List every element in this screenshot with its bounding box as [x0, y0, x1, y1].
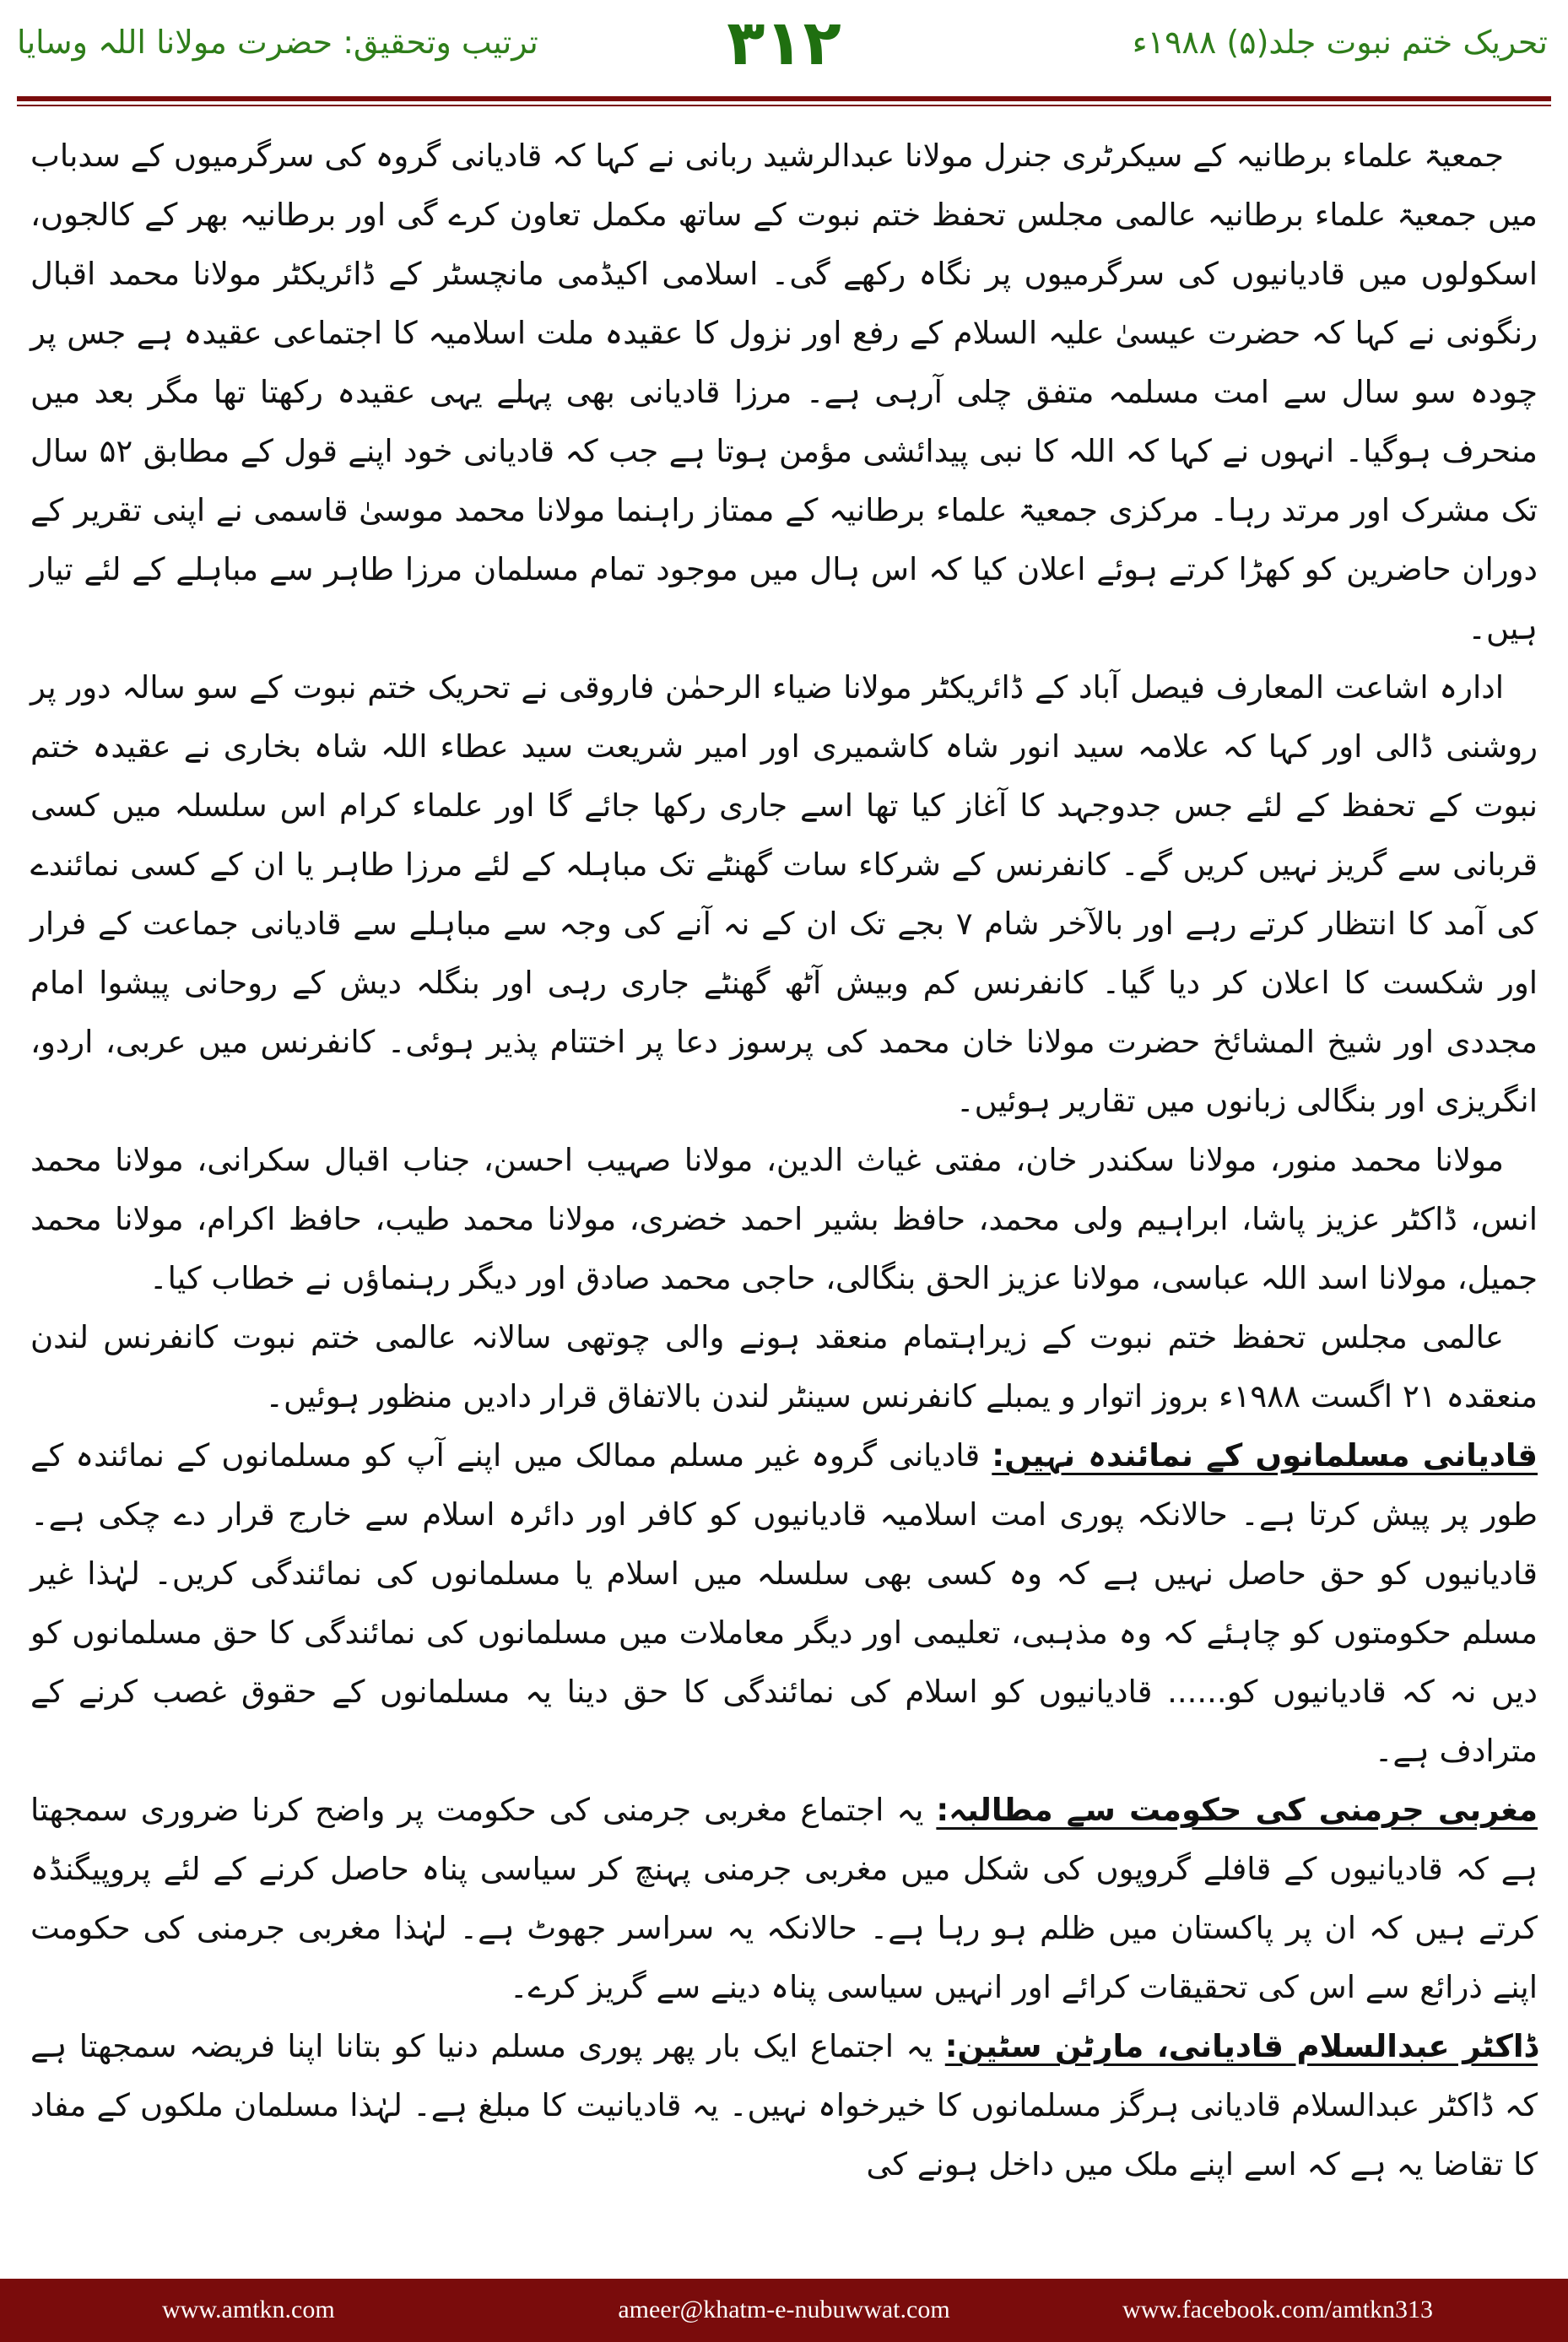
paragraph-text: عالمی مجلس تحفظ ختم نبوت کے زیراہتمام منعقد ہونے والی چوتھی سالانہ عالمی ختم نبوت کانفرنس لندن منعقدہ ۲۱ اگست ۱۹۸۸ء بروز اتوار و یمبلے کانفرنس سینٹر لندن بالاتفاق قرار دادیں منظور ہوئیں۔ [30, 1319, 1538, 1414]
footer-facebook-link[interactable]: www.facebook.com/amtkn313 [1122, 2296, 1433, 2323]
paragraph-6 [30, 1781, 1538, 2017]
paragraph-text: یہ اجتماع ایک بار پھر پوری مسلم دنیا کو بتانا اپنا فریضہ سمجھتا ہے کہ ڈاکٹر عبدالسلام قادیانی ہرگز مسلمانوں کا خیرخواہ نہیں۔ یہ قادیانیت کا مبلغ ہے۔ لہٰذا مسلمان ملکوں کے مفاد کا تقاضا یہ ہے کہ اسے اپنے ملک میں داخل ہونے کی [30, 2028, 1538, 2182]
page-footer [0, 2279, 1568, 2342]
section-heading: ڈاکٹر عبدالسلام قادیانی، مارٹن سٹین: [944, 2028, 1538, 2064]
section-heading: قادیانی مسلمانوں کے نمائندہ نہیں: [992, 1437, 1538, 1474]
paragraph-text: یہ اجتماع مغربی جرمنی کی حکومت پر واضح کرنا ضروری سمجھتا ہے کہ قادیانیوں کے قافلے گروپوں کی شکل میں مغربی جرمنی پہنچ کر سیاسی پناہ حاصل کرنے کے لئے پروپیگنڈہ کرتے ہیں کہ ان پر پاکستان میں ظلم ہو رہا ہے۔ حالانکہ یہ سراسر جھوٹ ہے۔ لہٰذا مغربی جرمنی کی حکومت اپنے ذرائع سے اس کی تحقیقات کرائے اور انہیں سیاسی پناہ دینے سے گریز کرے۔ [30, 1792, 1538, 2005]
paragraph-3 [30, 1131, 1538, 1308]
paragraph-5 [30, 1426, 1538, 1781]
page-number: ۳۱۲ [727, 7, 841, 79]
header-compiler-credit: ترتیب وتحقیق: حضرت مولانا اللہ وسایا [17, 24, 538, 61]
paragraph-1 [30, 127, 1538, 658]
paragraph-text: جمعیۃ علماء برطانیہ کے سیکرٹری جنرل مولانا عبدالرشید ربانی نے کہا کہ قادیانی گروہ کی سرگرمیوں کے سدباب میں جمعیۃ علماء برطانیہ عالمی مجلس تحفظ ختم نبوت کے ساتھ مکمل تعاون کرے گی اور برطانیہ بھر کے کالجوں، اسکولوں میں قادیانیوں کی سرگرمیوں پر نگاہ رکھے گی۔ اسلامی اکیڈمی مانچسٹر کے ڈائریکٹر مولانا محمد اقبال رنگونی نے کہا کہ حضرت عیسیٰ علیہ السلام کے رفع اور نزول کا عقیدہ ملت اسلامیہ کا اجتماعی عقیدہ ہے جس پر چودہ سو سال سے امت مسلمہ متفق چلی آرہی ہے۔ مرزا قادیانی بھی پہلے یہی عقیدہ رکھتا تھا مگر بعد میں منحرف ہوگیا۔ انہوں نے کہا کہ اللہ کا نبی پیدائشی مؤمن ہوتا ہے جب کہ قادیانی خود اپنے قول کے مطابق ۵۲ سال تک مشرک اور مرتد رہا۔ مرکزی جمعیۃ علماء برطانیہ کے ممتاز راہنما مولانا محمد موسیٰ قاسمی نے اپنی تقریر کے دوران حاضرین کو کھڑا کرتے ہوئے اعلان کیا کہ اس ہال میں موجود تمام مسلمان مرزا طاہر سے مباہلے کے لئے تیار ہیں۔ [30, 138, 1538, 646]
paragraph-text: ادارہ اشاعت المعارف فیصل آباد کے ڈائریکٹر مولانا ضیاء الرحمٰن فاروقی نے تحریک ختم نبوت کے سو سالہ دور پر روشنی ڈالی اور کہا کہ علامہ سید انور شاہ کاشمیری اور امیر شریعت سید عطاء اللہ شاہ بخاری نے عقیدہ ختم نبوت کے تحفظ کے لئے جس جدوجہد کا آغاز کیا تھا اسے جاری رکھا جائے گا اور علماء کرام اس سلسلہ میں کسی قربانی سے گریز نہیں کریں گے۔ کانفرنس کے شرکاء سات گھنٹے تک مباہلہ کے لئے مرزا طاہر یا ان کے کسی نمائندے کی آمد کا انتظار کرتے رہے اور بالآخر شام ۷ بجے تک ان کے نہ آنے کی وجہ سے مباہلے سے قادیانی جماعت کے فرار اور شکست کا اعلان کر دیا گیا۔ کانفرنس کم وبیش آٹھ گھنٹے جاری رہی اور بنگلہ دیش کے روحانی پیشوا امام مجددی اور شیخ المشائخ حضرت مولانا خان محمد کی پرسوز دعا پر اختتام پذیر ہوئی۔ کانفرنس میں عربی، اردو، انگریزی اور بنگالی زبانوں میں تقاریر ہوئیں۔ [30, 669, 1538, 1119]
page-header [0, 0, 1568, 101]
header-rule-thick [17, 96, 1551, 101]
section-heading: مغربی جرمنی کی حکومت سے مطالبہ: [936, 1792, 1538, 1828]
paragraph-7 [30, 2017, 1538, 2194]
header-book-title: تحریک ختم نبوت جلد(۵) ۱۹۸۸ء [1132, 24, 1548, 61]
paragraph-4 [30, 1308, 1538, 1426]
paragraph-2 [30, 658, 1538, 1131]
footer-email-link[interactable]: ameer@khatm-e-nubuwwat.com [618, 2296, 950, 2323]
paragraph-text: قادیانی گروہ غیر مسلم ممالک میں اپنے آپ کو مسلمانوں کے نمائندہ کے طور پر پیش کرتا ہے۔ حالانکہ پوری امت اسلامیہ قادیانیوں کو کافر اور دائرہ اسلام سے خارج قرار دے چکی ہے۔ قادیانیوں کو حق حاصل نہیں ہے کہ وہ کسی بھی سلسلہ میں اسلام یا مسلمانوں کی نمائندگی کریں۔ لہٰذا غیر مسلم حکومتوں کو چاہئے کہ وہ مذہبی، تعلیمی اور دیگر معاملات میں مسلمانوں کی نمائندگی کا حق مسلمانوں کو دیں نہ کہ قادیانیوں کو...... قادیانیوں کو اسلام کی نمائندگی کا حق دینا یہ مسلمانوں کے حقوق غصب کرنے کے مترادف ہے۔ [30, 1437, 1538, 1769]
header-rule-thin [17, 105, 1551, 106]
page-body [30, 127, 1538, 2245]
paragraph-text: مولانا محمد منور، مولانا سکندر خان، مفتی غیاث الدین، مولانا صہیب احسن، جناب اقبال سکرانی، مولانا محمد انس، ڈاکٹر عزیز پاشا، ابراہیم ولی محمد، حافظ بشیر احمد خضری، مولانا محمد طیب، حافظ اکرام، مولانا محمد جمیل، مولانا اسد اللہ عباسی، مولانا عزیز الحق بنگالی، حاجی محمد صادق اور دیگر رہنماؤں نے خطاب کیا۔ [30, 1142, 1538, 1296]
footer-website-link[interactable]: www.amtkn.com [162, 2296, 335, 2323]
